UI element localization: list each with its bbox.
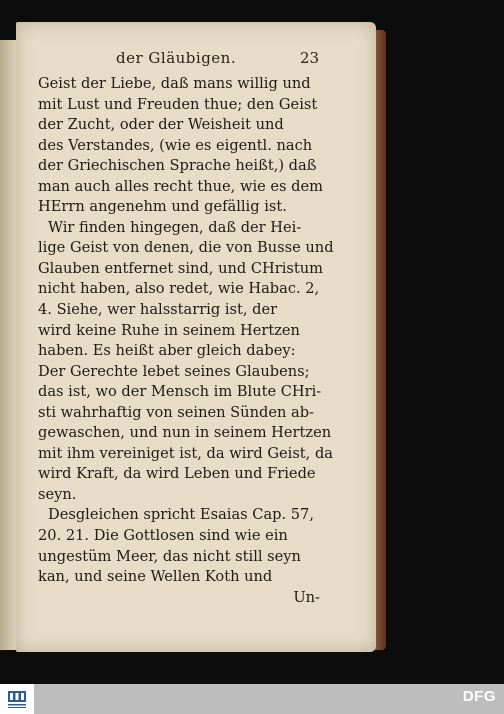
page-number: 23 xyxy=(300,49,320,67)
running-head xyxy=(16,49,376,69)
text-line: man auch alles recht thue, wie es dem xyxy=(38,177,323,195)
text-line: kan, und seine Wellen Koth und xyxy=(38,568,273,586)
body-text xyxy=(38,74,334,608)
library-logo-icon-graphic xyxy=(5,687,29,711)
text-line: Glauben entfernet sind, und CHristum xyxy=(38,259,323,277)
text-line: das ist, wo der Mensch im Blute CHri- xyxy=(38,383,322,401)
text-line: 4. Siehe, wer halsstarrig ist, der xyxy=(38,301,278,319)
text-line: ungestüm Meer, das nicht still seyn xyxy=(38,547,301,565)
text-line: mit Lust und Freuden thue; den Geist xyxy=(38,95,318,113)
running-title: der Gläubigen. xyxy=(116,49,237,67)
library-logo-icon xyxy=(0,684,34,714)
left-page-edge xyxy=(0,40,17,650)
text-line: sti wahrhaftig von seinen Sünden ab- xyxy=(38,403,314,421)
catchword: Un- xyxy=(293,588,320,606)
text-line: mit ihm vereiniget ist, da wird Geist, da xyxy=(38,444,333,462)
text-line: Desgleichen spricht Esaias Cap. 57, xyxy=(48,506,314,524)
viewer-footer xyxy=(0,684,504,714)
text-line: wird Kraft, da wird Leben und Friede xyxy=(38,465,316,483)
text-line: Wir finden hingegen, daß der Hei- xyxy=(48,218,302,236)
dfg-logo: DFG xyxy=(462,688,496,705)
text-line: der Griechischen Sprache heißt,) daß xyxy=(38,157,317,175)
text-line: haben. Es heißt aber gleich dabey: xyxy=(38,342,296,360)
text-line: lige Geist von denen, die von Busse und xyxy=(38,239,334,257)
text-line: 20. 21. Die Gottlosen sind wie ein xyxy=(38,527,288,545)
text-line: gewaschen, und nun in seinem Hertzen xyxy=(38,424,332,442)
text-line: nicht haben, also redet, wie Habac. 2, xyxy=(38,280,320,298)
text-line: Der Gerechte lebet seines Glaubens; xyxy=(38,362,310,380)
text-line: Geist der Liebe, daß mans willig und xyxy=(38,75,311,92)
text-line: des Verstandes, (wie es eigentl. nach xyxy=(38,136,313,154)
text-line: HErrn angenehm und gefällig ist. xyxy=(38,198,287,216)
text-line: seyn. xyxy=(38,485,77,503)
text-line: der Zucht, oder der Weisheit und xyxy=(38,116,284,134)
text-line: wird keine Ruhe in seinem Hertzen xyxy=(38,321,300,339)
book-page xyxy=(16,22,376,652)
